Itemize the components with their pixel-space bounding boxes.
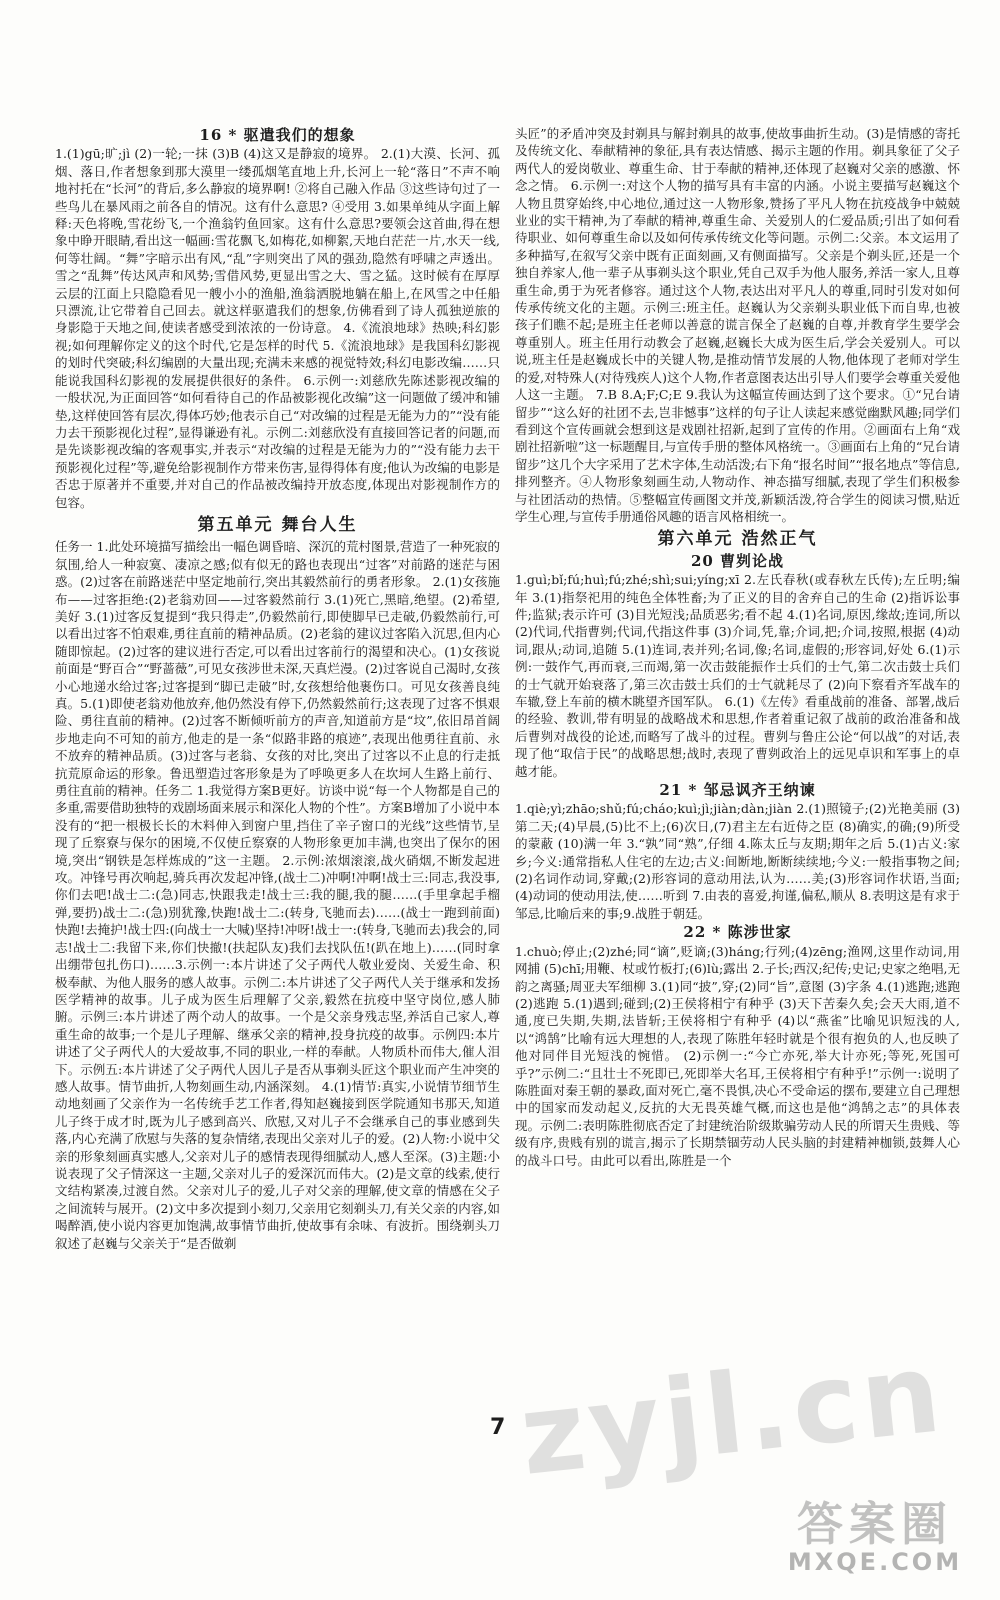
lesson-21-answers: 1.qiè;yì;zhāo;shǔ;fú;cháo;kuì;jì;jiàn;dàn;jiàn 2.(1)照镜子;(2)光艳美丽 (3)第二天;(4)早晨,(5)比不上;(6)次日,(7)君主左右近侍之臣 (8)确实,的确;(9)所受的蒙蔽 (10)满一年 3.“孰”同“熟”,仔细 4.陈太丘与友期;期年之后 5.(1)古义:家乡;今义:通常指私人住宅的左边;古义:间断地,断断续续地;今义:一般指事物之间;(2)名词作动词,穿戴;(2)形容词的意动用法,认为……美;(3)形容词作状语,当面;(4)动词的使动用法,使……听到 7.由表的喜爱,拘谨,偏私,顺从 8.表明这是有求于邹忌,比喻后来的事;9.战胜于朝廷。 bbox=[515, 801, 960, 921]
right-column bbox=[515, 125, 960, 1169]
lesson-16-answers: 1.(1)gū;旷;jì (2)一轮;一抹 (3)B (4)这又是静寂的境界。 2.(1)大漠、长河、孤烟、落日,作者想象到那大漠里一缕孤烟笔直地上升,长河上一轮“落日”不声不响地衬托在“长河”的背后,多么静寂的境界啊! ②将自己融入作品 ③这些诗句过了一些鸟儿在暴风雨之前各自的情况。这有什么意思? ④受用 3.如果单纯从字面上解释:天色将晚,雪花纷飞,一个渔翁钓鱼回家。这有什么意思?要领会这首曲,得在想象中睁开眼睛,看出这一幅画:雪花飘飞,如梅花,如柳絮,天地白茫茫一片,水天一线,何等壮阔。“舞”字暗示出有风,“乱”字则突出了风的强劲,隐然有呼啸之声透出。雪之“乱舞”传达风声和风势;雪借风势,更显出雪之大、雪之猛。这时候有在厚厚云层的江面上只隐隐看见一艘小小的渔船,渔翁洒脱地躺在船上,在风雪之中任船只漂流,让它带着自己回去。就这样驱遣我们的想象,仿佛看到了诗人孤独逆旅的身影隐于天地之间,使读者感受到浓浓的一份诗意。 4.《流浪地球》热映;科幻影视;如何理解你定义的这个时代,它是怎样的时代 5.《流浪地球》是我国科幻影视的划时代突破;科幻编剧的大量出现;充满未来感的视觉特效;科幻电影改编……只能说我国科幻影视的发展提供很好的条件。 6.示例一:刘慈欣先陈述影视改编的一般状况,为正面回答“如何看待自己的作品被影视化改编”这一问题做了缓冲和铺垫,这样使回答有层次,得体巧妙;他表示自己“对改编的过程是无能为力的”“没有能力去干预影视化过程”,显得谦逊有礼。示例二:刘慈欣没有直接回答记者的问题,而是先谈影视改编的客观事实,并表示“对改编的过程是无能为力的”“没有能力去干预影视化过程”等,避免给影视制作方带来伤害,显得得体有度;他认为改编的电影是否忠于原著并不重要,并对自己的作品被改编持开放态度,体现出对影视制作方的包容。 bbox=[55, 146, 500, 510]
watermark: zyjl.cn bbox=[514, 1328, 950, 1500]
left-column bbox=[55, 125, 500, 1252]
unit-6-title: 第六单元 浩然正气 bbox=[657, 529, 818, 550]
site-logo bbox=[770, 1488, 980, 1578]
lesson-22-title: 22 * 陈涉世家 bbox=[683, 923, 792, 942]
lesson-20-title: 20 曹刿论战 bbox=[690, 551, 785, 570]
answer-page bbox=[40, 125, 960, 1455]
lesson-16-title: 16 * 驱遣我们的想象 bbox=[199, 126, 356, 144]
logo-domain: MXQE.COM bbox=[787, 1548, 963, 1576]
lesson-22-answers: 1.chuò;停止;(2)zhé;同“谪”,贬谪;(3)háng;行列;(4)zēng;渔网,这里作动词,用网捕 (5)chī;用鞭、杖或竹板打;(6)lù;露出 2.子长;西汉;纪传;史记;史家之绝唱,无韵之离骚;周亚夫军细柳 3.(1)同“披”,穿;(2)同“旨”,意图 (3)字条 4.(1)逃跑;逃跑 (2)逃跑 5.(1)遇到;碰到;(2)王侯将相宁有种乎 (3)天下苦秦久矣;会天大雨,道不通,度已失期,失期,法皆斩;王侯将相宁有种乎 (4)以“燕雀”比喻见识短浅的人,以“鸿鹄”比喻有远大理想的人,表现了陈胜年轻时就是个很有抱负的人,也反映了他对同伴目光短浅的惋惜。 (2)示例一:“今亡亦死,举大计亦死;等死,死国可乎?”示例二:“且壮士不死即已,死即举大名耳,王侯将相宁有种乎!”示例一:说明了陈胜面对秦王朝的暴政,面对死亡,毫不畏惧,决心不受命运的摆布,要建立自己理想中的国家而发动起义,反抗的大无畏英雄气概,而这也是他“鸿鹄之志”的具体表现。示例二:表明陈胜彻底否定了封建统治阶级欺骗劳动人民的所谓天生贵贱、等级有序,贵贱有别的谎言,揭示了长期禁锢劳动人民头脑的封建精神枷锁,鼓舞人心的战斗口号。由此可以看出,陈胜是一个 bbox=[515, 943, 960, 1168]
unit-5-answers: 任务一 1.此处环境描写描绘出一幅色调昏暗、深沉的荒村图景,营造了一种死寂的氛围,给人一种寂寞、凄凉之感;似有似无的路也表现出“过客”对前路的迷茫与困惑。(2)过客在前路迷茫中坚定地前行,突出其毅然前行的勇者形象。 2.(1)女孩施布——过客拒绝:(2)老翁劝回——过客毅然前行 3.(1)死亡,黑暗,绝望。(2)希望,美好 3.(1)过客反复提到“我只得走”,仍毅然前行,即使脚早已走破,仍毅然前行,可以看出过客不怕艰难,勇往直前的精神品质。(2)老翁的建议过客陷入沉思,但内心随即惊起。(2)过客的建议进行否定,可以看出过客前行的渴望和决心。(1)女孩说前面是“野百合”“野蔷薇”,可见女孩涉世未深,天真烂漫。(2)过客说自己渴时,女孩小心地递水给过客;过客提到“脚已走破”时,女孩想给他裹伤口。可见女孩善良纯真。5.(1)即使老翁劝他放弃,他仍然没有停下,仍然毅然前行;这表现了过客不惧艰险、勇往直前的精神。(2)过客不断倾听前方的声音,知道前方是“坟”,依旧昂首阔步地走向不可知的前方,他走的是一条“似路非路的痕迹”,表现出他勇往直前、永不放弃的精神品质。(3)过客与老翁、女孩的对比,突出了过客以不止息的行走抵抗荒原命运的形象。鲁迅塑造过客形象是为了呼唤更多人在坎坷人生路上前行、勇往直前的精神。任务二 1.我觉得方案B更好。访谈中说“每一个人物都是自己的多重,需要借助独特的戏剧场面来展示和深化人物的个性”。方案B增加了小说中本没有的“把一根极长长的木料伸入到窗户里,挡住了辛子窗口的光线”这些情节,呈现了丘察寮与保尔的困境,不仅使丘察寮的人物形象更加丰满,也突出了保尔的困境,突出“钢铁是怎样炼成的”这一主题。 2.示例:浓烟滚滚,战火硝烟,不断发起进攻。冲锋号再次响起,骑兵再次发起冲锋,(战士二)冲啊!冲啊!战士三:同志,我没事,你们去吧!战士二:(急)同志,快跟我走!战士三:我的腿,我的腿……(手里拿起手榴弹,要扔)战士二:(急)别犹豫,快跑!战士二:(转身,飞驰而去)……(战士一跑到前面)快跑!去掩护!战士四:(向战士一大喊)坚持!冲呀!战士一:(转身,飞驰而去)我会的,同志!战士二:我留下来,你们快撤!(扶起队友)我们去找队伍!(趴在地上)……(同时拿出绷带包扎伤口)……3.示例一:本片讲述了父子两代人敬业爱岗、关爱生命、积极奉献、为他人服务的感人故事。示例二:本片讲述了父子两代人关于继承和发扬医学精神的故事。儿子成为医生后理解了父亲,毅然在抗疫中坚守岗位,感人肺腑。示例三:本片讲述了两个动人的故事。一个是父亲身残志坚,养活自己家人,尊重生命的故事;一个是儿子理解、继承父亲的精神,投身抗疫的故事。示例四:本片讲述了父子两代人的大爱故事,不同的职业,一样的奉献。人物质朴而伟大,催人泪下。示例五:本片讲述了父子两代人因儿子是否从事剃头匠这个职业而产生冲突的感人故事。情节曲折,人物刻画生动,内涵深刻。 4.(1)情节:真实,小说情节细节生动地刻画了父亲作为一名传统手艺工作者,得知赵巍接到医学院通知书那天,知道儿子终于成才时,既为儿子感到高兴、欣慰,又对儿子不会继承自己的事业感到失落,内心充满了欣慰与失落的复杂情绪,表现出父亲对儿子的爱。(2)人物:小说中父亲的形象刻画真实感人,父亲对儿子的感情表现得细腻动人,感人至深。(3)主题:小说表现了父子情深这一主题,父亲对儿子的爱深沉而伟大。(2)是文章的线索,使行文结构紧凑,过渡自然。父亲对儿子的爱,儿子对父亲的理解,使文章的情感在父子之间流转与展开。(2)文中多次提到小刻刀,父亲用它刻剃头刀,有关父亲的内容,如喝醉酒,使小说内容更加饱满,故事情节曲折,使故事有余味、有波折。围绕剃头刀叙述了赵巍与父亲关于“是否做剃 bbox=[55, 539, 500, 1251]
page-number: 7 bbox=[490, 1415, 506, 1440]
lesson-20-answers: 1.guì;bǐ;fú;huì;fú;zhé;shì;sui;yíng;xī 2.左氏春秋(或春秋左氏传);左丘明;编年 3.(1)指祭祀用的纯色全体牲畜;为了正义的目的舍弃自己的生命 (2)指诉讼事件;监狱;表示许可 (3)目光短浅;品质恶劣;看不起 4.(1)名词,原因,缘故;连词,所以 (2)代词,代指曹刿;代词,代指这件事 (3)介词,凭,靠;介词,把;介词,按照,根据 (4)动词,跟从;动词,追随 5.(1)连词,表并列;名词,像;名词,虚假的;形容词,好处 6.(1)示例:一鼓作气,再而衰,三而竭,第一次击鼓能振作士兵们的士气,第二次击鼓士兵们的士气就开始衰落了,第三次击鼓士兵们的士气就耗尽了 (2)向下察看齐军战车的车辙,登上车前的横木眺望齐国军队。 6.(1)《左传》看重战前的准备、部署,战后的经验、教训,带有明显的战略战术和思想,作者着重记叙了战前的政治准备和战后曹刿对战役的论述,而略写了战斗的过程。曹刿与鲁庄公论“何以战”的对话,表现了他“取信于民”的战略思想;战时,表现了曹刿政治上的远见卓识和军事上的卓越才能。 bbox=[515, 572, 960, 779]
unit-5-answers-continued: 头匠”的矛盾冲突及封剃具与解封剃具的故事,使故事曲折生动。(3)是情感的寄托及传统文化、奉献精神的象征,具有表达情感、揭示主题的作用。剃具象征了父子两代人的爱岗敬业、尊重生命、甘于奉献的精神,还体现了赵巍对父亲的感激、怀念之情。 6.示例一:对这个人物的描写具有丰富的内涵。小说主要描写赵巍这个人物且贯穿始终,中心地位,通过这一人物形象,赞扬了平凡人物在抗疫战争中兢兢业业的实干精神,为了奉献的精神,尊重生命、关爱别人的仁爱品质;引出了如何看待职业、如何尊重生命以及如何传承传统文化等问题。示例二:父亲。本文运用了多种描写,在叙写父亲中既有正面刻画,又有侧面描写。父亲是个剃头匠,还是一个独自养家人,他一辈子从事剃头这个职业,凭自己双手为他人服务,养活一家人,且尊重生命,勇于为死者修容。通过这个人物,表达出对平凡人的尊重,同时引发对如何传承传统文化的主题。示例三:班主任。赵巍认为父亲剃头职业低下而自卑,也被孩子们瞧不起;是班主任老师以善意的谎言保全了赵巍的自尊,并教育学生要学会尊重别人。班主任用行动教会了赵巍,赵巍长大成为医生后,学会关爱别人。可以说,班主任是赵巍成长中的关键人物,是推动情节发展的人物,他体现了老师对学生的爱,对特殊人(对待残疾人)这个人物,作者意图表达出引导人们要学会尊重关爱他人这一主题。 7.B 8.A;F;C;E 9.我认为这幅宣传画达到了这个要求。①“兄台请留步”“这么好的社团不去,岂非憾事”这样的句子让人读起来感觉幽默风趣;同学们看到这个宣传画就会想到这是戏剧社招新,起到了宣传的作用。②画面右上角“戏剧社招新啦”这一标题醒目,与宣传手册的整体风格统一。③画面右上角的“兄台请留步”这几个大字采用了艺术字体,生动活泼;右下角“报名时间”“报名地点”等信息,排列整齐。④人物形象刻画生动,人物动作、神态描写细腻,表现了学生们积极参与社团活动的热情。⑤整幅宣传画图文并茂,新颖活泼,符合学生的阅读习惯,贴近学生心理,与宣传手册通俗风趣的语言风格相统一。 bbox=[515, 126, 960, 524]
lesson-21-title: 21 * 邹忌讽齐王纳谏 bbox=[659, 781, 816, 800]
logo-text: 答案圈 bbox=[797, 1497, 953, 1551]
unit-5-title: 第五单元 舞台人生 bbox=[197, 514, 358, 535]
